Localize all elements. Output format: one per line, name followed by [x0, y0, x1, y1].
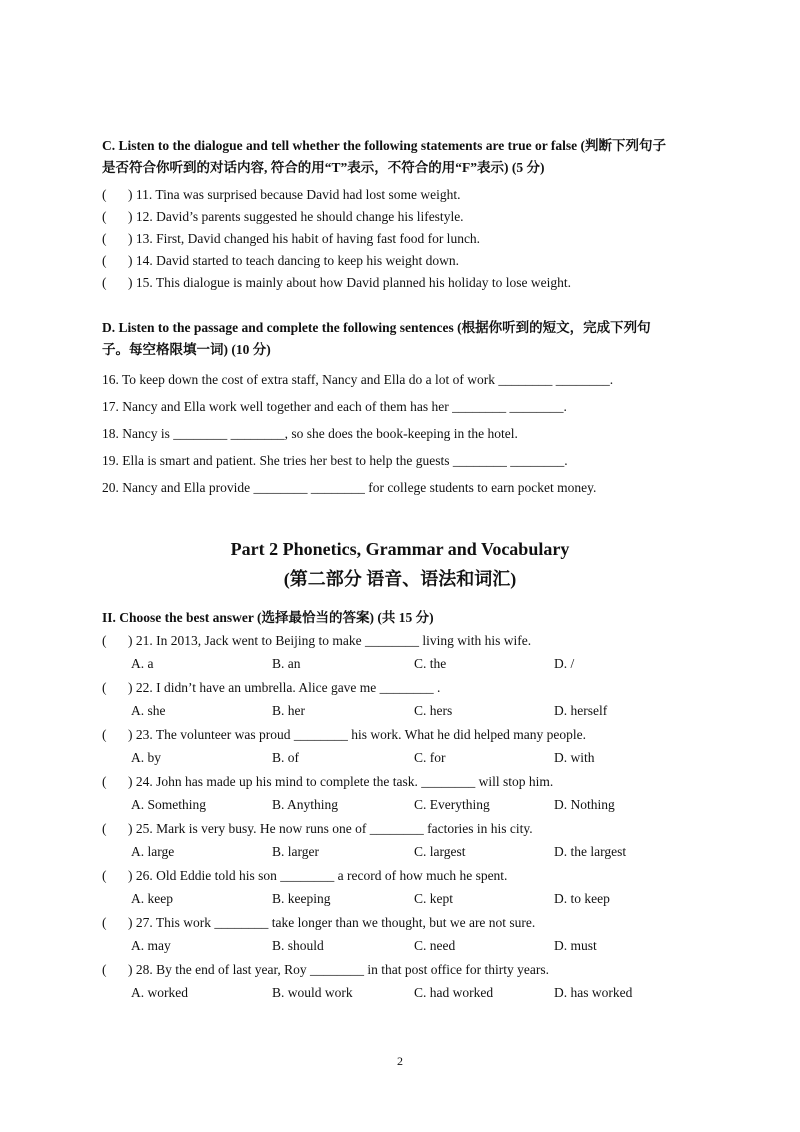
part-title: Part 2 Phonetics, Grammar and Vocabulary [230, 539, 570, 559]
option-d: D. with [554, 750, 595, 765]
section-ii-heading: II. Choose the best answer (选择最恰当的答案) (共 15 分) [102, 610, 434, 625]
section-c-heading-line2: 是否符合你听到的对话内容, 符合的用“T”表示，不符合的用“F”表示) (5 分) [102, 160, 545, 175]
answer-paren: ( [102, 231, 107, 246]
answer-paren: ( [102, 868, 107, 883]
option-c: C. hers [414, 703, 453, 718]
statement-14: ) 14. David started to teach dancing to keep his weight down. [128, 253, 460, 268]
question-27-stem: ) 27. This work ________ take longer than we thought, but we are not sure. [128, 915, 536, 930]
option-c: C. for [414, 750, 446, 765]
option-a: A. by [131, 750, 161, 765]
section-d-heading-line1: D. Listen to the passage and complete the following sentences (根据你听到的短文，完成下列句 [102, 320, 651, 335]
option-a: A. Something [131, 797, 207, 812]
option-c: C. the [414, 656, 447, 671]
section-c-heading-line1: C. Listen to the dialogue and tell whether the following statements are true or false (判断下列句子 [102, 138, 666, 153]
statement-11: ) 11. Tina was surprised because David had lost some weight. [128, 187, 461, 202]
answer-paren: ( [102, 727, 107, 742]
answer-paren: ( [102, 821, 107, 836]
option-b: B. an [272, 656, 301, 671]
option-a: A. may [131, 938, 171, 953]
option-c: C. had worked [414, 985, 494, 1000]
option-b: B. Anything [272, 797, 339, 812]
option-d: D. must [554, 938, 597, 953]
option-d: D. the largest [554, 844, 627, 859]
option-a: A. worked [131, 985, 188, 1000]
answer-paren: ( [102, 962, 107, 977]
option-d: D. / [554, 656, 575, 671]
option-c: C. need [414, 938, 456, 953]
option-b: B. would work [272, 985, 353, 1000]
question-24-stem: ) 24. John has made up his mind to complete the task. ________ will stop him. [128, 774, 554, 789]
option-d: D. Nothing [554, 797, 615, 812]
option-d: D. herself [554, 703, 608, 718]
option-d: D. has worked [554, 985, 633, 1000]
option-c: C. kept [414, 891, 453, 906]
sentence-16: 16. To keep down the cost of extra staff, Nancy and Ella do a lot of work ________ ________. [102, 372, 614, 387]
option-a: A. keep [131, 891, 173, 906]
part-subtitle: (第二部分 语音、语法和词汇) [283, 569, 517, 589]
sentence-18: 18. Nancy is ________ ________, so she does the book-keeping in the hotel. [102, 426, 518, 441]
option-a: A. she [131, 703, 166, 718]
option-b: B. should [272, 938, 324, 953]
option-b: B. her [272, 703, 305, 718]
statement-12: ) 12. David’s parents suggested he should change his lifestyle. [128, 209, 464, 224]
question-28-stem: ) 28. By the end of last year, Roy ________ in that post office for thirty years. [128, 962, 549, 977]
option-c: C. Everything [414, 797, 490, 812]
question-23-stem: ) 23. The volunteer was proud ________ his work. What he did helped many people. [128, 727, 587, 742]
option-b: B. larger [272, 844, 319, 859]
answer-paren: ( [102, 680, 107, 695]
sentence-17: 17. Nancy and Ella work well together and each of them has her ________ ________. [102, 399, 567, 414]
sentence-19: 19. Ella is smart and patient. She tries her best to help the guests ________ ________. [102, 453, 568, 468]
statement-13: ) 13. First, David changed his habit of having fast food for lunch. [128, 231, 481, 246]
option-b: B. keeping [272, 891, 331, 906]
section-d-heading [102, 317, 700, 361]
answer-paren: ( [102, 253, 107, 268]
page-number: 2 [397, 1054, 403, 1068]
answer-paren: ( [102, 633, 107, 648]
question-21-stem: ) 21. In 2013, Jack went to Beijing to make ________ living with his wife. [128, 633, 532, 648]
answer-paren: ( [102, 209, 107, 224]
answer-paren: ( [102, 275, 107, 290]
option-c: C. largest [414, 844, 466, 859]
option-a: A. a [131, 656, 154, 671]
option-d: D. to keep [554, 891, 610, 906]
answer-paren: ( [102, 915, 107, 930]
sentence-20: 20. Nancy and Ella provide ________ ________ for college students to earn pocket money. [102, 480, 597, 495]
answer-paren: ( [102, 187, 107, 202]
option-b: B. of [272, 750, 299, 765]
question-25-stem: ) 25. Mark is very busy. He now runs one of ________ factories in his city. [128, 821, 533, 836]
option-a: A. large [131, 844, 175, 859]
section-c-heading [102, 135, 700, 179]
question-22-stem: ) 22. I didn’t have an umbrella. Alice gave me ________ . [128, 680, 441, 695]
question-26-stem: ) 26. Old Eddie told his son ________ a record of how much he spent. [128, 868, 508, 883]
statement-15: ) 15. This dialogue is mainly about how David planned his holiday to lose weight. [128, 275, 571, 290]
answer-paren: ( [102, 774, 107, 789]
section-d-heading-line2: 子。每空格限填一词) (10 分) [102, 342, 271, 357]
